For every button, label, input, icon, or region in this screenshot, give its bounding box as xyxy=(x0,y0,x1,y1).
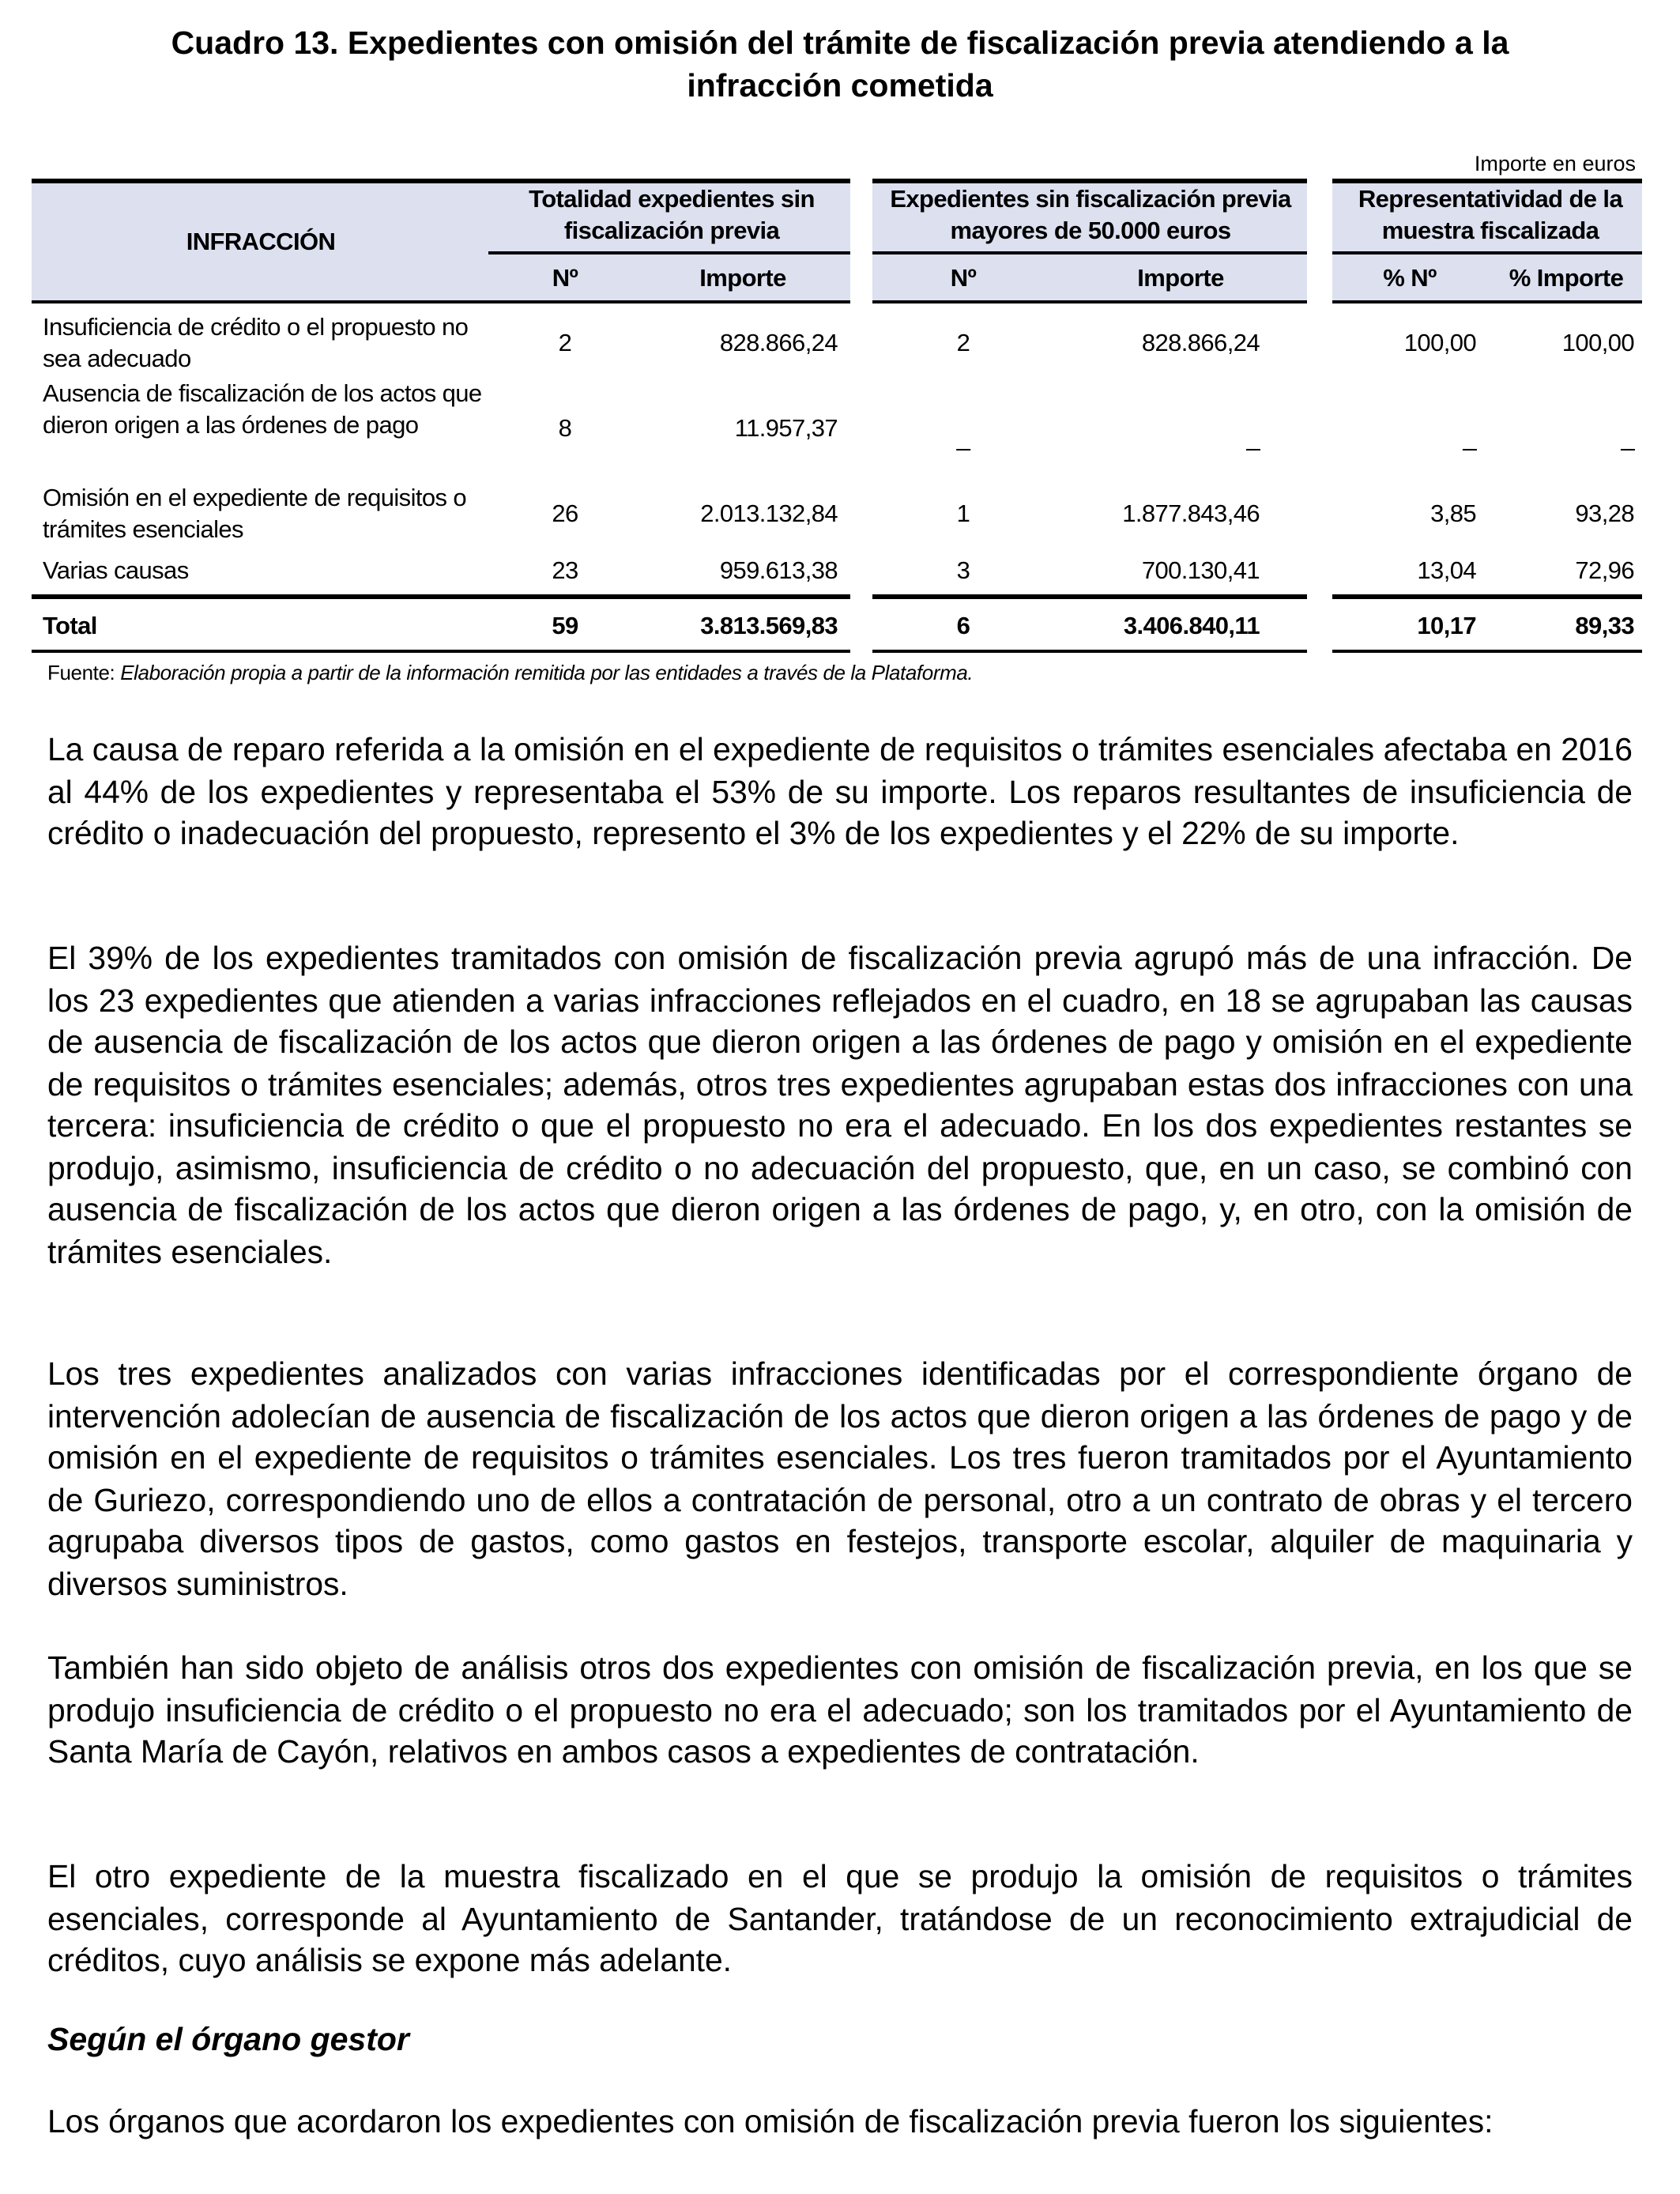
row4-label: Varias causas xyxy=(43,558,189,585)
row4-n-mayores: 3 xyxy=(956,558,970,585)
row2-n-mayores: _ xyxy=(956,425,970,452)
row2-label: Ausencia de fiscalización de los actos que dieron origen a las órdenes de pago xyxy=(43,381,482,439)
total-n-mayores: 6 xyxy=(956,613,970,640)
table-title xyxy=(47,22,1633,107)
header-bottom-rule-2 xyxy=(872,300,1307,303)
row4-n: 23 xyxy=(552,558,578,585)
row1-pct-importe: 100,00 xyxy=(1561,330,1634,357)
source-text: Elaboración propia a partir de la información remitida por las entidades a través de la Plataforma. xyxy=(120,661,974,684)
subheader-importe-2: Importe xyxy=(1137,266,1224,292)
table-title-line-1: Cuadro 13. Expedientes con omisión del trámite de fiscalización previa atendiendo a la xyxy=(171,25,1509,62)
total-importe: 3.813.569,83 xyxy=(700,613,838,640)
row4-importe-mayores: 700.130,41 xyxy=(1141,558,1260,585)
row1-importe-mayores: 828.866,24 xyxy=(1141,330,1260,357)
total-top-rule-3 xyxy=(1332,594,1642,599)
paragraph-5: El otro expediente de la muestra fiscalizado en el que se produjo la omisión de requisitos o trámites esenciales, corresponde al Ayuntamiento de Santander, tratándose de un reconocimiento extrajudicial de créditos, cuyo análisis se expone más adelante. xyxy=(47,1860,1633,1979)
header-bottom-rule-1 xyxy=(32,300,850,303)
row1-n-mayores: 2 xyxy=(956,330,970,357)
header-bottom-rule-3 xyxy=(1332,300,1642,303)
header-group-representatividad: Representatividad de la muestra fiscalizada xyxy=(1358,187,1623,245)
total-pct-importe: 89,33 xyxy=(1575,613,1634,640)
subheader-pct-n: % Nº xyxy=(1383,266,1437,292)
table-source xyxy=(47,661,973,684)
total-pct-n: 10,17 xyxy=(1417,613,1476,640)
total-importe-mayores: 3.406.840,11 xyxy=(1123,613,1260,640)
table-header-gap-2 xyxy=(1307,182,1332,300)
source-prefix: Fuente: xyxy=(47,661,121,684)
row3-label: Omisión en el expediente de requisitos o trámites esenciales xyxy=(43,485,467,544)
paragraph-1: La causa de reparo referida a la omisión en el expediente de requisitos o trámites esenciales afectaba en 2016 al 44% de los expedientes y representaba el 53% de su importe. Los reparos resultantes de insuficiencia de crédito o inadecuación del propuesto, represento el 3% de los expedientes y el 22% de su importe. xyxy=(47,733,1633,852)
row3-n-mayores: 1 xyxy=(956,501,970,528)
subheader-n-1: Nº xyxy=(552,266,578,292)
header-infraccion: INFRACCIÓN xyxy=(186,229,336,256)
row2-n: 8 xyxy=(558,416,572,443)
table-top-rule-3 xyxy=(1332,179,1642,183)
subheader-n-2: Nº xyxy=(950,266,977,292)
total-top-rule-2 xyxy=(872,594,1307,599)
paragraph-2: El 39% de los expedientes tramitados con omisión de fiscalización previa agrupó más de una infracción. De los 23 expedientes que atienden a varias infracciones reflejados en el cuadro, en 18 se agrupaban las causas de ausencia de fiscalización de los actos que dieron origen a las órdenes de pago y omisión en el expediente de requisitos o trámites esenciales; además, otros tres expedientes agrupaban estas dos infracciones con una tercera: insuficiencia de crédito o que el propuesto no era el adecuado. En los dos expedientes restantes se produjo, asimismo, insuficiencia de crédito o no adecuación del propuesto, que, en un caso, se combinó con ausencia de fiscalización de los actos que dieron origen a las órdenes de pago, y, en otro, con la omisión de trámites esenciales. xyxy=(47,942,1633,1270)
row4-pct-importe: 72,96 xyxy=(1575,558,1634,585)
total-n: 59 xyxy=(552,613,578,640)
header-group-totalidad: Totalidad expedientes sin fiscalización previa xyxy=(529,187,815,245)
table-title-line-2: infracción cometida xyxy=(687,68,993,104)
row3-importe: 2.013.132,84 xyxy=(700,501,838,528)
row3-importe-mayores: 1.877.843,46 xyxy=(1122,501,1260,528)
row1-label: Insuficiencia de crédito o el propuesto no sea adecuado xyxy=(43,315,469,373)
total-bottom-rule-2 xyxy=(872,650,1307,653)
row1-importe: 828.866,24 xyxy=(719,330,838,357)
row4-importe: 959.613,38 xyxy=(719,558,838,585)
row2-pct-importe: _ xyxy=(1621,425,1634,452)
header-group-mayores: Expedientes sin fiscalización previa mayores de 50.000 euros xyxy=(890,187,1291,245)
row1-pct-n: 100,00 xyxy=(1403,330,1476,357)
table-top-rule-1 xyxy=(32,179,850,183)
subheader-pct-importe: % Importe xyxy=(1509,266,1624,292)
total-bottom-rule-1 xyxy=(32,650,850,653)
row2-importe: 11.957,37 xyxy=(734,416,838,443)
table-header-gap-1 xyxy=(850,182,872,300)
total-top-rule-1 xyxy=(32,594,850,599)
paragraph-6: Los órganos que acordaron los expedientes con omisión de fiscalización previa fueron los siguientes: xyxy=(47,2105,1494,2140)
row1-n: 2 xyxy=(558,330,572,357)
table-top-rule-2 xyxy=(872,179,1307,183)
section-subheading: Según el órgano gestor xyxy=(47,2022,409,2058)
group1-underline xyxy=(488,251,850,254)
total-bottom-rule-3 xyxy=(1332,650,1642,653)
group3-underline xyxy=(1332,251,1642,254)
group2-underline xyxy=(872,251,1307,254)
row2-pct-n: _ xyxy=(1463,425,1476,452)
row3-pct-importe: 93,28 xyxy=(1575,501,1634,528)
paragraph-3: Los tres expedientes analizados con varias infracciones identificadas por el correspondiente órgano de intervención adolecían de ausencia de fiscalización de los actos que dieron origen a las órdenes de pago y de omisión en el expediente de requisitos o trámites esenciales. Los tres fueron tramitados por el Ayuntamiento de Guriezo, correspondiendo uno de ellos a contratación de personal, otro a un contrato de obras y el tercero agrupaba diversos tipos de gastos, como gastos en festejos, transporte escolar, alquiler de maquinaria y diversos suministros. xyxy=(47,1358,1633,1602)
unit-note: Importe en euros xyxy=(1474,152,1636,175)
row3-n: 26 xyxy=(552,501,578,528)
paragraph-4: También han sido objeto de análisis otros dos expedientes con omisión de fiscalización previa, en los que se produjo insuficiencia de crédito o el propuesto no era el adecuado; son los tramitados por el Ayuntamiento de Santa María de Cayón, relativos en ambos casos a expedientes de contratación. xyxy=(47,1652,1633,1770)
subheader-importe-1: Importe xyxy=(699,266,786,292)
row4-pct-n: 13,04 xyxy=(1417,558,1476,585)
row3-pct-n: 3,85 xyxy=(1430,501,1476,528)
total-label: Total xyxy=(43,613,97,640)
row2-importe-mayores: _ xyxy=(1246,425,1260,452)
